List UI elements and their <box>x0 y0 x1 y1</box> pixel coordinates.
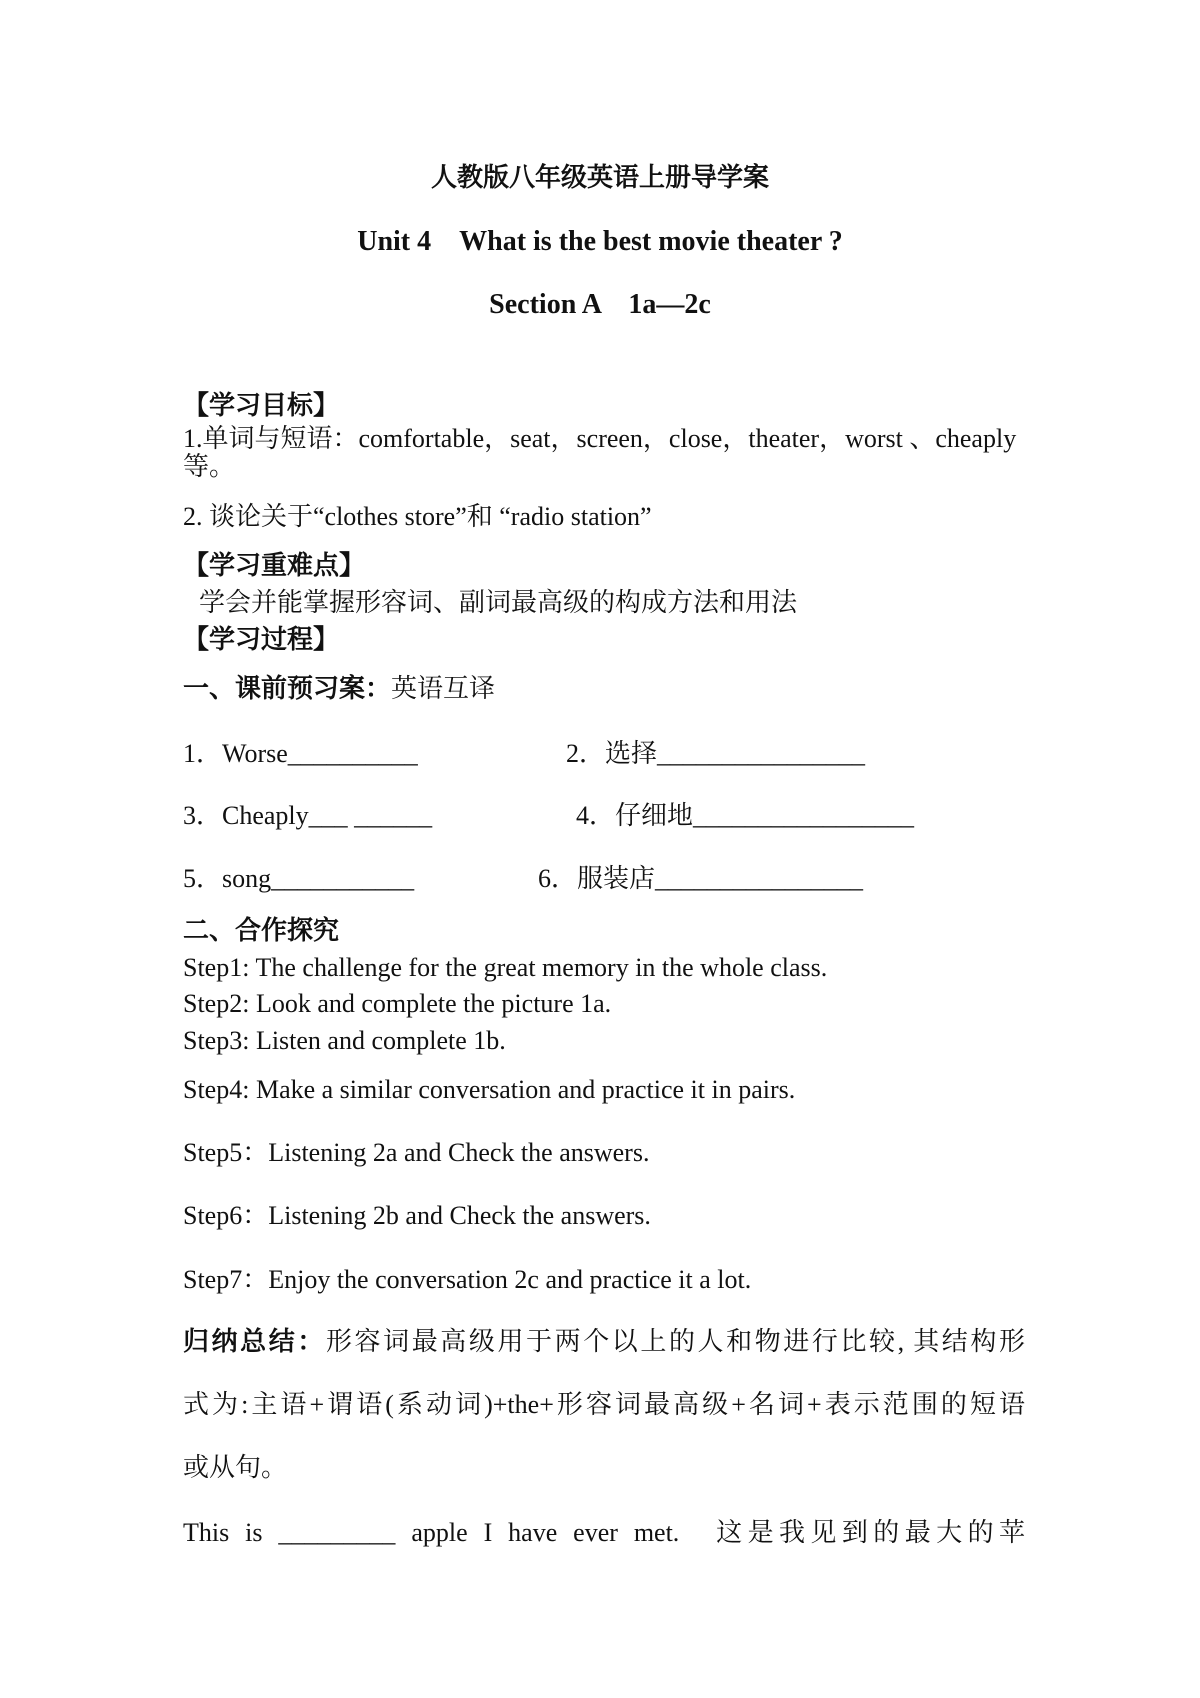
summary-line-1 <box>183 1327 1025 1357</box>
translation-item: 6．服装店________________ <box>538 864 864 893</box>
summary-label: 归纳总结： <box>183 1327 326 1356</box>
translation-item: 4．仔细地_________________ <box>576 801 915 830</box>
objective-1: 1.单词与短语：comfortable，seat，screen，close，theater，worst 、cheaply <box>183 424 1017 453</box>
step-item: Step4: Make a similar conversation and practice it in pairs. <box>183 1075 796 1104</box>
step-item: Step3: Listen and complete 1b. <box>183 1026 506 1055</box>
preview-subtitle: 英语互译 <box>391 674 496 703</box>
key-points-heading: 【学习重难点】 <box>183 551 366 580</box>
process-heading: 【学习过程】 <box>183 625 340 654</box>
step-item: Step6：Listening 2b and Check the answers. <box>183 1201 651 1230</box>
summary-line-2: 式为:主语+谓语(系动词)+the+形容词最高级+名词+表示范围的短语 <box>183 1390 1025 1419</box>
unit-title: Unit 4 What is the best movie theater ? <box>357 226 843 257</box>
summary-example: This is _________ apple I have ever met. 这是我见到的最大的苹 <box>183 1518 1025 1547</box>
step-item: Step5：Listening 2a and Check the answers. <box>183 1138 650 1167</box>
translation-item: 5．song___________ <box>183 864 415 893</box>
step-item: Step7：Enjoy the conversation 2c and practice it a lot. <box>183 1265 752 1294</box>
key-points-text: 学会并能掌握形容词、副词最高级的构成方法和用法 <box>199 588 798 617</box>
preview-heading <box>183 674 495 704</box>
objective-1-cont: 等。 <box>183 452 236 481</box>
translation-item: 1．Worse__________ <box>183 739 418 768</box>
translation-item: 2．选择________________ <box>566 739 866 768</box>
section-title: Section A 1a—2c <box>489 289 711 320</box>
summary-text-1: 形容词最高级用于两个以上的人和物进行比较, 其结构形 <box>325 1327 1025 1356</box>
step-item: Step2: Look and complete the picture 1a. <box>183 989 612 1018</box>
translation-item: 3．Cheaply___ ______ <box>183 801 433 830</box>
objectives-heading: 【学习目标】 <box>183 391 340 420</box>
cooperation-heading: 二、合作探究 <box>183 916 340 945</box>
summary-line-3: 或从句。 <box>183 1453 288 1482</box>
step-item: Step1: The challenge for the great memory in the whole class. <box>183 953 828 982</box>
preview-heading-label: 一、课前预习案： <box>183 674 392 703</box>
document-title: 人教版八年级英语上册导学案 <box>430 163 769 192</box>
objective-2: 2. 谈论关于“clothes store”和 “radio station” <box>183 502 652 531</box>
